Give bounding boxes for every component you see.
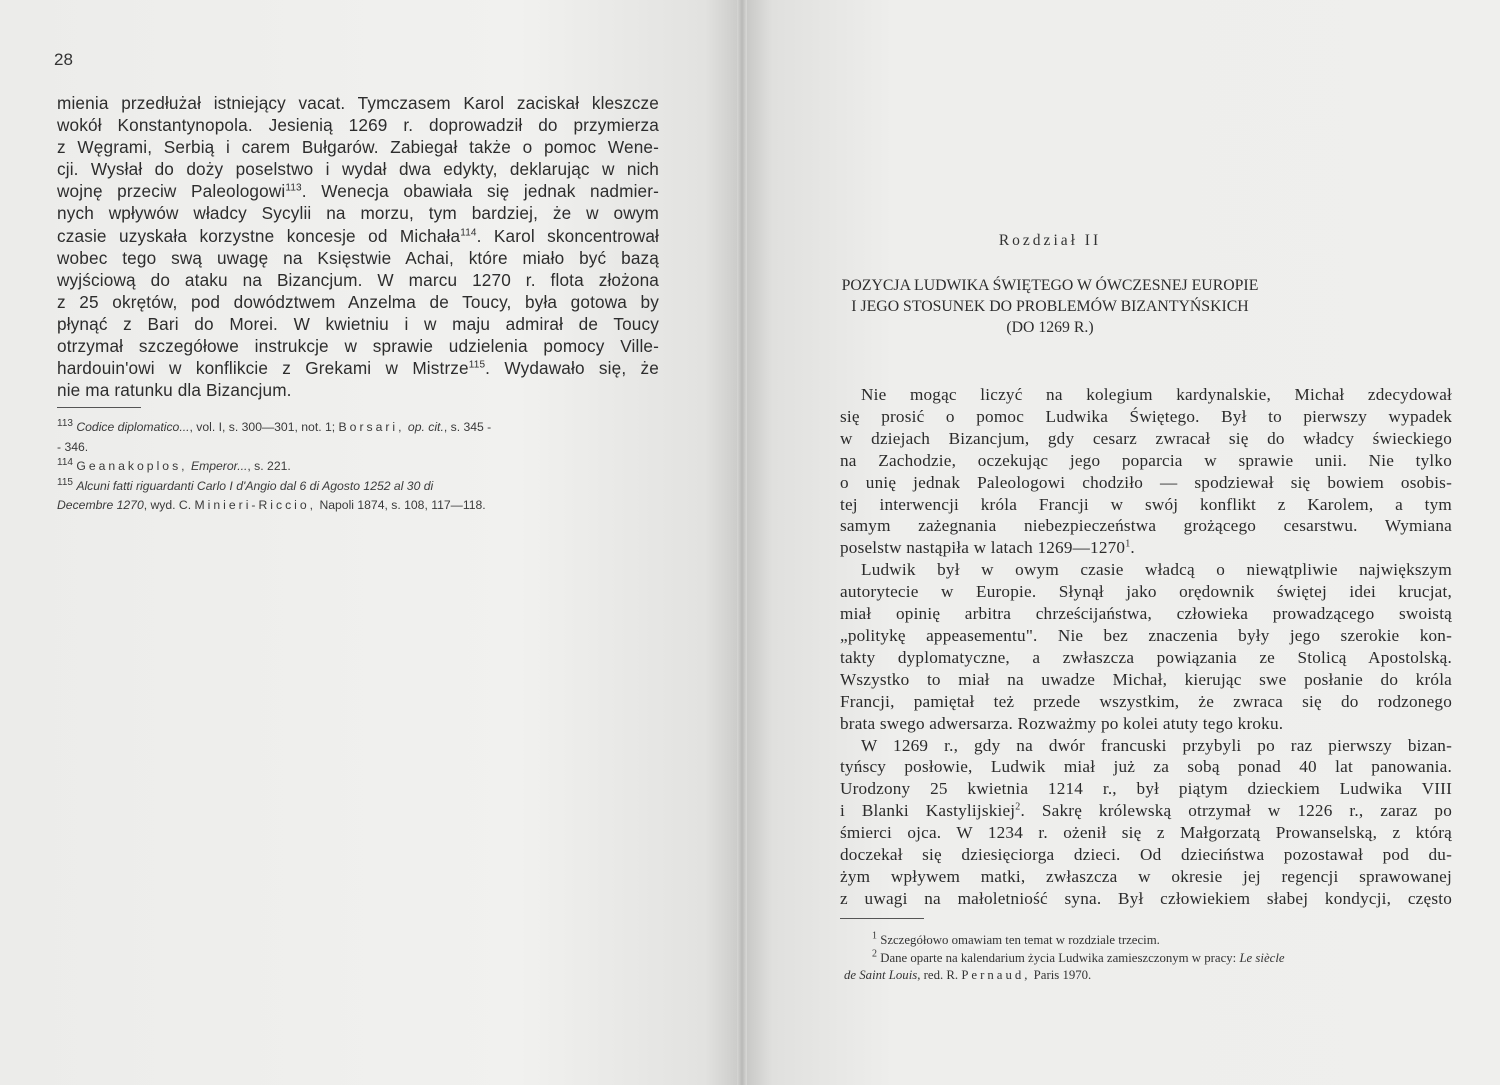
chapter-title-line: (DO 1269 R.) bbox=[1006, 318, 1094, 336]
text-line bbox=[840, 537, 1452, 559]
footnote-114 bbox=[57, 457, 659, 477]
left-footnotes bbox=[57, 418, 659, 516]
footnote-pages: , s. 345 - bbox=[443, 420, 492, 434]
left-body-text bbox=[57, 92, 659, 401]
text-line: doczekał się dziesięciorga dzieci. Od dzieciństwa pozostawał pod du- bbox=[840, 845, 1452, 865]
footnote-ref: 114 bbox=[460, 226, 477, 238]
footnote-number: 114 bbox=[57, 457, 73, 469]
footnote-divider bbox=[840, 918, 924, 919]
text-line: brata swego adwersarza. Rozważmy po kolei atuty tego kroku. bbox=[840, 713, 1284, 733]
book-gutter bbox=[737, 0, 747, 1085]
footnote-text: Dane oparte na kalendarium życia Ludwika zamieszczonym w pracy: bbox=[880, 950, 1237, 965]
chapter-title-line: I JEGO STOSUNEK DO PROBLEMÓW BIZANTYŃSKICH bbox=[851, 297, 1249, 315]
text-segment: hardouin'owi w konflikcie z Grekami w Mistrze bbox=[57, 358, 469, 379]
text-line: otrzymał szczegółowe instrukcje w sprawie udzielenia pomocy Ville- bbox=[57, 336, 659, 357]
footnote-text: Paris 1970. bbox=[1033, 968, 1092, 983]
footnote-ref: 2 bbox=[1015, 801, 1021, 813]
text-segment: czasie uzyskała korzystne koncesje od Michała bbox=[57, 225, 461, 246]
footnote-113 bbox=[57, 418, 659, 438]
footnote-number: 1 bbox=[872, 930, 877, 942]
text-line bbox=[840, 800, 1452, 822]
footnote-divider bbox=[57, 407, 141, 408]
text-line: Ludwik był w owym czasie władcą o niewątpliwie największym bbox=[861, 560, 1452, 580]
text-line: nych wpływów władcy Sycylii na morzu, tym bardziej, że w owym bbox=[57, 203, 659, 224]
footnote-text: , vol. I, s. 300—301, not. 1; bbox=[189, 420, 336, 434]
text-line: żym wpływem matki, zwłaszcza w okresie jej regencji sprawowanej bbox=[840, 866, 1452, 886]
footnote-number: 115 bbox=[57, 476, 73, 488]
text-line: W 1269 r., gdy na dwór francuski przybyli po raz pierwszy bizan- bbox=[861, 735, 1452, 755]
footnote-113-cont: - 346. bbox=[57, 439, 89, 454]
text-segment: i Blanki Kastylijskiej bbox=[840, 801, 1016, 821]
footnote-title: de Saint Louis bbox=[844, 968, 918, 983]
chapter-title-line: POZYCJA LUDWIKA ŚWIĘTEGO W ÓWCZESNEJ EUROPIE bbox=[841, 277, 1259, 294]
text-line bbox=[57, 180, 659, 202]
text-line: Nie mogąc liczyć na kolegium kardynalskie, Michał zdecydował bbox=[861, 385, 1452, 404]
text-line: miał opinię arbitra chrześcijaństwa, człowieka prowadzącego swoistą bbox=[840, 604, 1452, 624]
text-line: autorytecie w Europie. Słynął jako orędownik świętej idei krucjat, bbox=[840, 582, 1452, 602]
left-page bbox=[0, 0, 742, 1085]
footnote-number: 113 bbox=[57, 417, 73, 429]
footnote-115 bbox=[57, 477, 659, 497]
text-line: takty dyplomatyczne, a zwłaszcza powiązania ze Stolicą Apostolską. bbox=[840, 647, 1452, 667]
text-line: wyjściową do ataku na Bizancjum. W marcu 1270 r. flota złożona bbox=[57, 269, 659, 290]
text-line: nie ma ratunku dla Bizancjum. bbox=[57, 380, 292, 401]
text-line: wokół Konstantynopola. Jesienią 1269 r. doprowadził do przymierza bbox=[57, 115, 659, 136]
footnote-115-cont bbox=[57, 496, 659, 516]
text-line: samym zażegnania niebezpieczeństwa grożącego cesarstwu. Wymiana bbox=[840, 516, 1452, 536]
footnote-pages: , s. 221. bbox=[247, 459, 291, 474]
text-line bbox=[57, 225, 659, 247]
footnote-text: Napoli 1874, s. 108, 117—118. bbox=[319, 498, 486, 513]
footnote-2-cont bbox=[844, 967, 1452, 985]
text-line: wobec tego swą uwagę na Księstwie Achai, które miało być bazą bbox=[57, 247, 659, 268]
footnote-author: Geanakoplos, bbox=[76, 459, 188, 474]
text-line: Urodzony 25 kwietnia 1214 r., był piątym dzieckiem Ludwika VIII bbox=[840, 779, 1452, 799]
text-line: Francji, pamiętał też przede wszystkim, że zwraca się do rodzonego bbox=[840, 691, 1452, 711]
text-line: „politykę appeasementu". Nie bez znaczenia były jego szerokie kon- bbox=[840, 625, 1452, 645]
text-line: płynąć z Bari do Morei. W kwietniu i w maju admirał de Toucy bbox=[57, 313, 659, 334]
text-line: tyńscy posłowie, Ludwik miał już za sobą ponad 40 lat panowania. bbox=[840, 757, 1452, 777]
footnote-ref: 115 bbox=[468, 359, 486, 371]
footnote-title: Le siècle bbox=[1239, 950, 1285, 965]
footnote-2 bbox=[844, 950, 1452, 968]
footnote-author: Pernaud, bbox=[961, 968, 1031, 983]
footnote-author: Minieri-Riccio, bbox=[194, 498, 317, 513]
text-line: z 25 okrętów, pod dowództwem Anzelma de Toucy, była gotowa by bbox=[57, 291, 659, 312]
text-segment: . Wydawało się, że bbox=[485, 358, 659, 379]
footnote-text: , wyd. C. bbox=[143, 498, 192, 513]
right-footnotes bbox=[844, 932, 1452, 985]
footnote-text: Szczegółowo omawiam ten temat w rozdziale trzecim. bbox=[880, 933, 1160, 947]
text-line: cji. Wysłał do doży poselstwo i wydał dwa edykty, deklarując w nich bbox=[57, 159, 659, 180]
text-segment: . Sakrę królewską otrzymał w 1226 r., zaraz po bbox=[1020, 801, 1452, 821]
text-line: na Zachodzie, oczekując jego poparcia w sprawie unii. Nie tylko bbox=[840, 450, 1452, 470]
footnote-ref: 113 bbox=[285, 182, 302, 194]
text-segment: poselstw nastąpiła w latach 1269—1270 bbox=[840, 538, 1126, 558]
footnote-author: Borsari, bbox=[338, 420, 405, 434]
chapter-label: Rozdział II bbox=[998, 232, 1102, 249]
text-segment: . bbox=[1130, 538, 1135, 558]
text-line: o unię jednak Paleologowi chodziło — spodziewał się bowiem osobis- bbox=[840, 472, 1452, 492]
text-line: śmierci ojca. W 1234 r. ożenił się z Małgorzatą Prowanselską, z którą bbox=[840, 823, 1452, 843]
footnote-ref: 1 bbox=[1125, 538, 1131, 550]
text-line: tej interwencji króla Francji w swój konflikt z Karolem, a tym bbox=[840, 494, 1452, 514]
text-line: z uwagi na małoletniość syna. Był człowiekiem słabej kondycji, często bbox=[840, 888, 1452, 908]
text-line: Wszystko to miał na uwadze Michał, kierując swe posłanie do króla bbox=[840, 669, 1452, 689]
footnote-1 bbox=[844, 932, 1452, 950]
text-segment: . Karol skoncentrował bbox=[476, 225, 659, 246]
text-line: w dziejach Bizancjum, gdy cesarz zwracał się do władcy świeckiego bbox=[840, 428, 1452, 448]
footnote-title: Emperor... bbox=[190, 459, 248, 474]
footnote-cit: op. cit. bbox=[407, 420, 444, 434]
footnote-title: Decembre 1270 bbox=[57, 498, 144, 513]
footnote-number: 2 bbox=[872, 948, 877, 960]
text-segment: wojnę przeciw Paleologowi bbox=[57, 181, 286, 202]
text-line: się prosić o pomoc Ludwika Świętego. Był to pierwszy wypadek bbox=[840, 406, 1452, 426]
text-segment: . Wenecja obawiała się jednak nadmier- bbox=[301, 181, 659, 202]
text-line bbox=[57, 357, 659, 379]
footnote-title: Codice diplomatico... bbox=[76, 420, 190, 434]
right-body-text bbox=[840, 384, 1452, 910]
chapter-title bbox=[840, 276, 1260, 338]
footnote-title: Alcuni fatti riguardanti Carlo I d'Angio dal 6 di Agosto 1252 al 30 di bbox=[76, 478, 434, 493]
page-number: 28 bbox=[54, 50, 73, 69]
text-line: z Węgrami, Serbią i carem Bułgarów. Zabiegał także o pomoc Wene- bbox=[57, 137, 659, 158]
footnote-text: , red. R. bbox=[917, 968, 959, 983]
text-line: mienia przedłużał istniejący vacat. Tymczasem Karol zaciskał kleszcze bbox=[57, 93, 659, 113]
